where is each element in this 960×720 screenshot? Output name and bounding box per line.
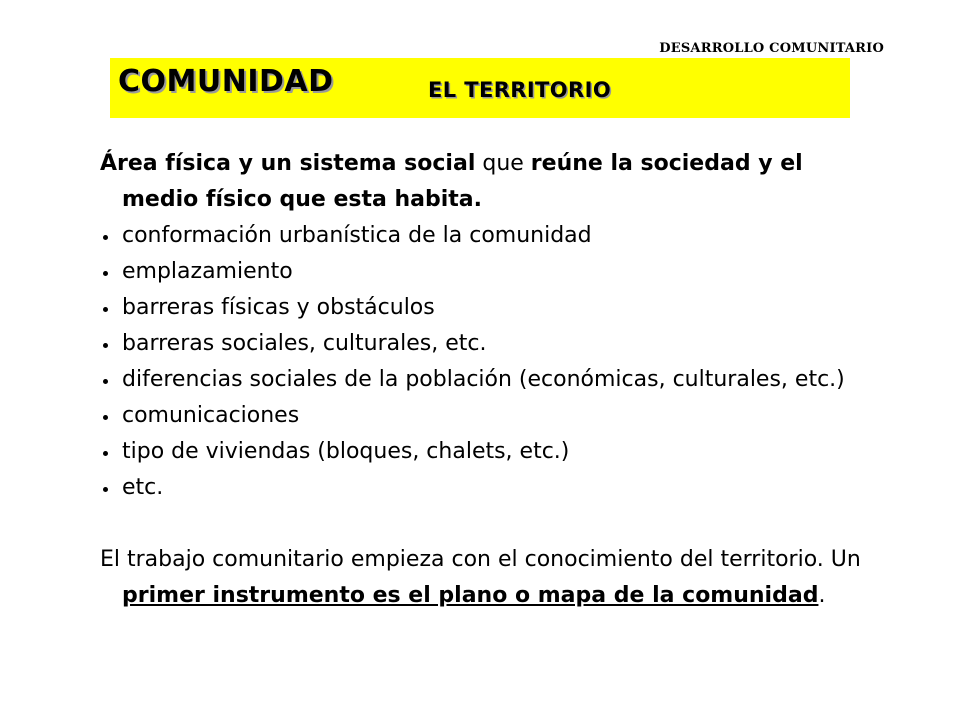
bullet-dot-icon: [103, 379, 108, 384]
list-item: tipo de viviendas (bloques, chalets, etc.): [100, 434, 870, 470]
title-banner: [110, 58, 850, 118]
bullet-dot-icon: [103, 487, 108, 492]
bullet-dot-icon: [103, 271, 108, 276]
list-item: barreras sociales, culturales, etc.: [100, 326, 870, 362]
list-item: comunicaciones: [100, 398, 870, 434]
slide-subtitle: EL TERRITORIO: [428, 78, 612, 102]
slide-body: [100, 146, 870, 614]
bullet-dot-icon: [103, 235, 108, 240]
closing-emphasis: primer instrumento es el plano o mapa de la comunidad: [122, 583, 819, 608]
list-item: etc.: [100, 470, 870, 506]
intro-bold-2: reúne la sociedad y el medio físico que esta habita.: [122, 151, 803, 212]
header-tag: DESARROLLO COMUNITARIO: [659, 41, 884, 56]
bullet-dot-icon: [103, 343, 108, 348]
list-item: barreras físicas y obstáculos: [100, 290, 870, 326]
bullet-dot-icon: [103, 451, 108, 456]
bullet-dot-icon: [103, 307, 108, 312]
intro-bold-1: Área física y un sistema social: [100, 151, 476, 176]
closing-period: .: [818, 583, 826, 608]
intro-paragraph: [100, 146, 870, 218]
list-item: conformación urbanística de la comunidad: [100, 218, 870, 254]
list-item: emplazamiento: [100, 254, 870, 290]
intro-normal: que: [475, 151, 531, 176]
closing-paragraph: [100, 542, 870, 614]
bullet-list: [100, 218, 870, 506]
slide-title: COMUNIDAD: [118, 64, 334, 99]
bullet-dot-icon: [103, 415, 108, 420]
list-item: diferencias sociales de la población (económicas, culturales, etc.): [100, 362, 870, 398]
closing-text: El trabajo comunitario empieza con el conocimiento del territorio. Un: [100, 547, 861, 572]
